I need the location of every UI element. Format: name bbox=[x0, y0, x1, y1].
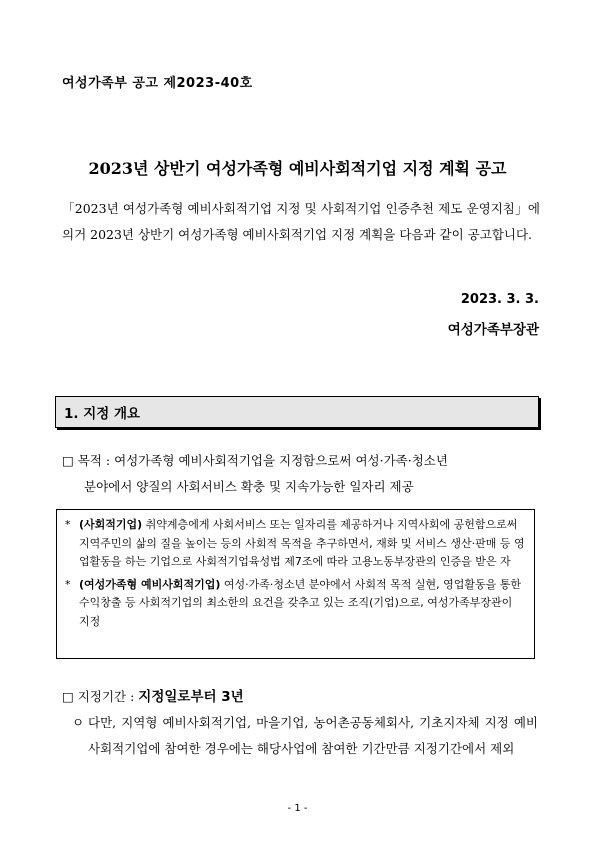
definition-note bbox=[65, 576, 526, 632]
circle-bullet-icon: ㅇ bbox=[72, 715, 85, 730]
period-line bbox=[62, 685, 244, 705]
exception-text: 다만, 지역형 예비사회적기업, 마을기업, 농어촌공동체회사, 기초지자체 지정 예비사회적기업에 참여한 경우에는 해당사업에 참여한 기간만큼 지정기간에서 제외 bbox=[88, 715, 538, 756]
document-title: 2023년 상반기 여성가족형 예비사회적기업 지정 계획 공고 bbox=[88, 159, 507, 178]
purpose-text: 목적 : 여성가족형 예비사회적기업을 지정함으로써 여성·가족·청소년 bbox=[77, 453, 448, 468]
notice-number: 여성가족부 공고 제2023-40호 bbox=[62, 76, 253, 91]
page-number: - 1 - bbox=[287, 803, 308, 814]
definition-note bbox=[65, 516, 526, 572]
intro-paragraph: 「2023년 여성가족형 예비사회적기업 지정 및 사회적기업 인증추천 제도 운영지침」에 의거 2023년 상반기 여성가족형 예비사회적기업 지정 계획을 다음과 같이 공고합니다. bbox=[62, 201, 540, 242]
announcement-date: 2023. 3. 3. bbox=[460, 292, 539, 307]
note-term: (여성가족형 예비사회적기업) bbox=[79, 577, 221, 591]
note-text: 여성·가족·청소년 분야에서 사회적 목적 실현, 영업활동을 통한 수익창출 등 사회적기업의 최소한의 요건을 갖추고 있는 조직(기업)으로, 여성가족부장관이 지정 bbox=[79, 577, 522, 628]
exception-paragraph bbox=[72, 710, 538, 762]
period-label: 지정기간 : bbox=[77, 689, 135, 704]
note-text: 취약계층에게 사회서비스 또는 일자리를 제공하거나 지역사회에 공헌함으로써 지역주민의 삶의 질을 높이는 등의 사회적 목적을 추구하면서, 재화 및 서비스 생산·판매 등 영업활동을 하는 기업으로 사회적기업육성법 제7조에 따라 고용노동부장관의 인증을 받은 자 bbox=[79, 518, 525, 568]
asterisk-icon: * bbox=[65, 518, 71, 531]
checkbox-icon: □ bbox=[62, 453, 74, 468]
purpose-line-1 bbox=[62, 448, 448, 474]
purpose-line-2: 분야에서 양질의 사회서비스 확충 및 지속가능한 일자리 제공 bbox=[84, 479, 414, 494]
issuer: 여성가족부장관 bbox=[447, 322, 539, 338]
checkbox-icon: □ bbox=[62, 689, 74, 704]
asterisk-icon: * bbox=[65, 577, 71, 591]
note-term: (사회적기업) bbox=[79, 518, 143, 531]
definition-box bbox=[56, 509, 535, 659]
period-value: 지정일로부터 3년 bbox=[138, 689, 244, 705]
section-title: 1. 지정 개요 bbox=[64, 406, 141, 422]
